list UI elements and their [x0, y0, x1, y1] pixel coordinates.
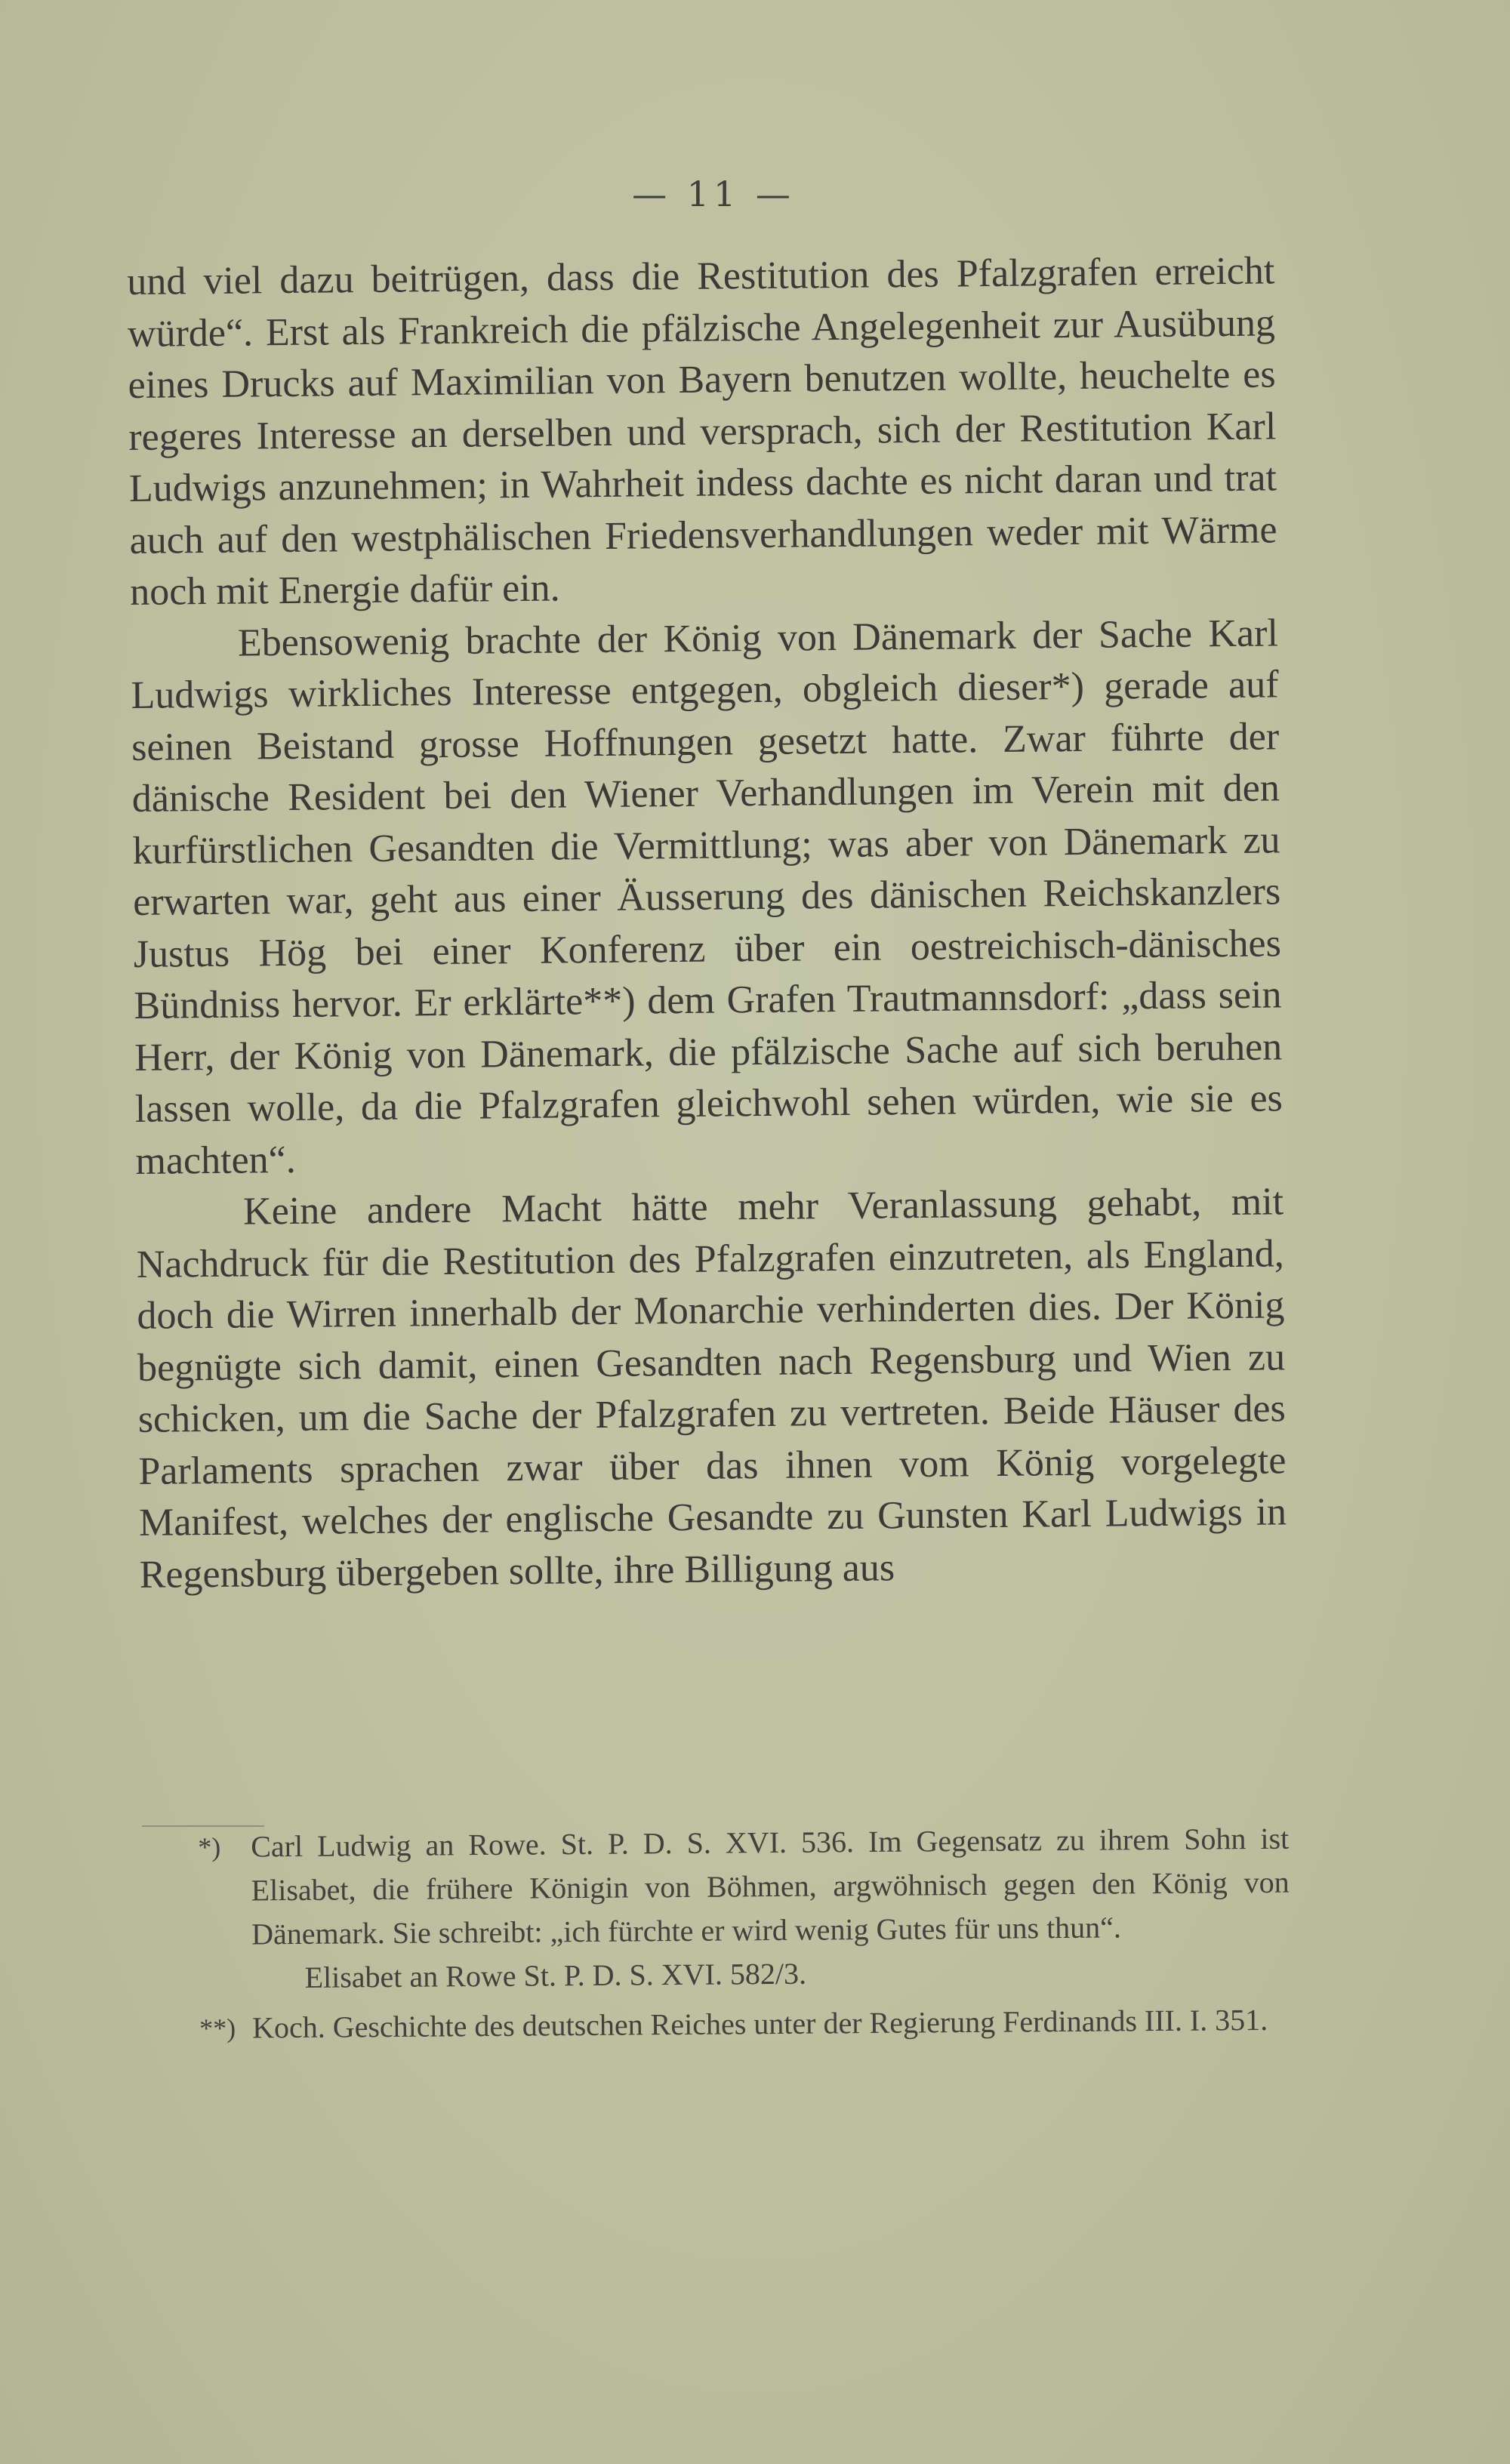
footnote-continuation: Elisabet an Rowe St. P. D. S. XVI. 582/3. — [304, 1956, 807, 1994]
page-number: — 11 — — [632, 174, 795, 214]
main-text — [127, 245, 1287, 1601]
footnote-text: Koch. Geschichte des deutschen Reiches unter der Regierung Ferdinands III. I. 351. — [251, 2002, 1268, 2045]
footnote-mark: *) — [198, 1831, 221, 1862]
footnote-text: Carl Ludwig an Rowe. St. P. D. S. XVI. 536. Im Gegensatz zu ihrem Sohn ist Elisabet, die frühere Königin von Böhmen, argwöhnisch gegen den König von Dänemark. Sie schreibt: „ich fürchte er wird wenig Gutes für uns thun“. — [251, 1821, 1290, 1951]
paragraph-1: und viel dazu beitrügen, dass die Restitution des Pfalzgrafen erreicht würde“. Erst als Frankreich die pfälzische Angelegenheit zur Ausübung eines Drucks auf Maximilian von Bayern benutzen wollte, heuchelte es regeres Interesse an derselben und versprach, sich der Restitution Karl Ludwigs anzunehmen; in Wahrheit indess dachte es nicht daran und trat auch auf den westphälischen Friedensverhandlungen weder mit Wärme noch mit Energie dafür ein. — [127, 249, 1277, 614]
footnotes — [198, 1817, 1290, 2056]
paragraph-2: Ebensowenig brachte der König von Dänemark der Sache Karl Ludwigs wirkliches Interesse entgegen, obgleich dieser*) gerade auf seinen Beistand grosse Hoffnungen gesetzt hatte. Zwar führte der dänische Resident bei den Wiener Verhandlungen im Verein mit den kurfürstlichen Gesandten die Vermittlung; was aber von Dänemark zu erwarten war, geht aus einer Äusserung des dänischen Reichskanzlers Justus Hög bei einer Konferenz über ein oestreichisch-dänisches Bündniss hervor. Er erklärte**) dem Grafen Trautmannsdorf: „dass sein Herr, der König von Dänemark, die pfälzische Sache auf sich beruhen lassen wolle, da die Pfalzgrafen gleichwohl sehen würden, wie sie es machten“. — [131, 611, 1284, 1183]
footnote-mark: **) — [199, 2013, 236, 2044]
footnote-2 — [199, 1998, 1290, 2050]
paragraph-3: Keine andere Macht hätte mehr Veranlassung gehabt, mit Nachdruck für die Restitution des Pfalzgrafen einzutreten, als England, doch die Wirren innerhalb der Monarchie verhinderten dies. Der König begnügte sich damit, einen Gesandten nach Regensburg und Wien zu schicken, um die Sache der Pfalzgrafen zu vertreten. Beide Häuser des Parlaments sprachen zwar über das ihnen vom König vorgelegte Manifest, welches der englische Gesandte zu Gunsten Karl Ludwigs in Regensburg übergeben sollte, ihre Billigung aus — [136, 1180, 1287, 1597]
footnote-1 — [198, 1817, 1290, 2000]
